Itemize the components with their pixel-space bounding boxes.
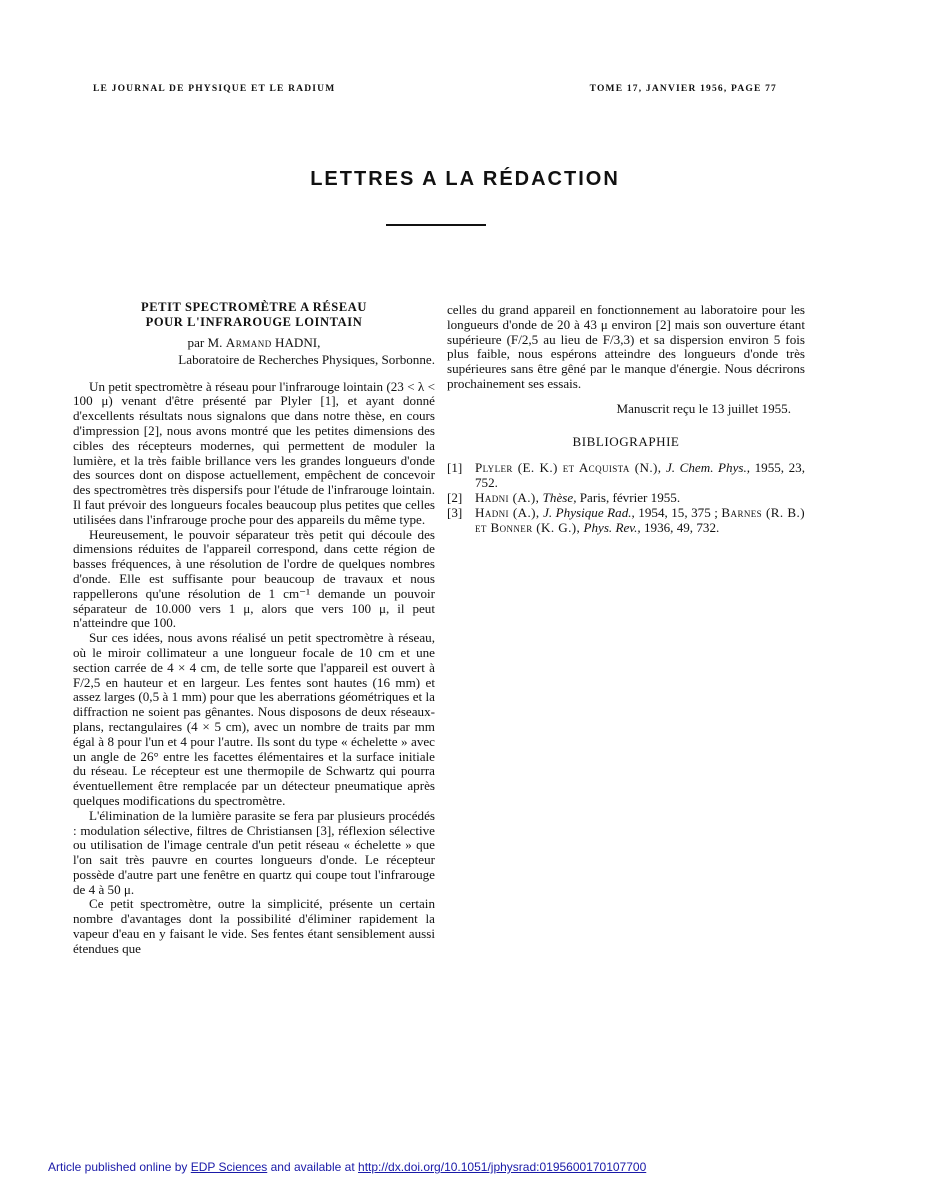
reference-details: Paris, février 1955. (579, 489, 681, 505)
body-paragraph-4: L'élimination de la lumière parasite se fera par plusieurs procédés : modulation sélective, filtres de Christiansen [3], réflexion sélective ou utilisation de l'image centrale d'un petit réseau « échelette » que l'on sait très pauvre en courtes longueurs d'onde. Le récepteur possède d'autre part une fenêtre en quartz qui coupe tout l'infrarouge de 4 à 50 μ. (73, 807, 435, 897)
left-column (73, 300, 435, 957)
reference-journal: J. Chem. Phys., (666, 460, 751, 476)
reference-number: [2] (447, 489, 463, 505)
doi-link[interactable]: http://dx.doi.org/10.1051/jphysrad:0195600170107700 (358, 1160, 647, 1174)
reference-details-2: 1936, 49, 732. (643, 519, 720, 535)
byline (73, 336, 435, 351)
received-date: Manuscrit reçu le 13 juillet 1955. (616, 400, 791, 416)
reference-3 (447, 506, 805, 536)
reference-number: [3] (447, 504, 463, 520)
reference-details: 1955, 23, 752. (475, 460, 805, 491)
continuation-paragraph: celles du grand appareil en fonctionnement au laboratoire pour les longueurs d'onde de 20 à 43 μ environ [2] mais son ouverture étant supérieure (F/2,5 au lieu de F/3,3) et sa dispersion environ 5 fois plus faible, nous espérons atteindre des longueurs d'onde très supérieures sans être gêné par le manque d'énergie. Nous décrirons prochainement ses essais. (447, 302, 805, 391)
author-last-name: HADNI, (274, 335, 321, 350)
by-prefix: par M. (187, 335, 223, 350)
body-paragraph-5: Ce petit spectromètre, outre la simplicité, présente un certain nombre d'avantages dont la possibilité d'éliminer rapidement la vapeur d'eau en y faisant le vide. Ses fentes étant sensiblement aussi étendues que (73, 896, 435, 956)
title-divider (386, 224, 486, 226)
issue-info: TOME 17, JANVIER 1956, PAGE 77 (589, 84, 777, 94)
reference-1 (447, 461, 805, 491)
footer-prefix: Article published online by (48, 1160, 188, 1174)
article-title-line-2: POUR L'INFRAROUGE LOINTAIN (145, 315, 363, 329)
reference-authors: Hadni (A.), (475, 504, 540, 520)
affiliation: Laboratoire de Recherches Physiques, Sorbonne. (178, 351, 435, 367)
reference-journal: J. Physique Rad., (543, 504, 635, 520)
reference-journal-2: Phys. Rev., (583, 519, 641, 535)
reference-2 (447, 491, 805, 506)
section-title: LETTRES A LA RÉDACTION (310, 168, 620, 190)
reference-number: [1] (447, 460, 463, 476)
body-paragraph-3: Sur ces idées, nous avons réalisé un petit spectromètre à réseau, où le miroir collimateur a une longueur focale de 10 cm et une section carrée de 4 × 4 cm, de telle sorte que l'appareil est ouvert à F/2,5 en hauteur et en largeur. Les fentes sont hautes (16 mm) et assez larges (0,5 à 1 mm) pour que les aberrations géométriques et la diffraction ne soient pas gênantes. Nous disposons de deux réseaux-plans, rectangulaires (4 × 5 cm), avec un nombre de traits par mm égal à 8 pour l'un et 4 pour l'autre. Ils sont du type « échelette » avec un angle de 26° entre les facettes élémentaires et la surface initiale du réseau. Le récepteur est une thermopile de Schwartz qui pourra éventuellement être remplacée par un détecteur pneumatique après quelques modifications du spectromètre. (73, 630, 435, 808)
body-paragraph-1: Un petit spectromètre à réseau pour l'infrarouge lointain (23 < λ < 100 μ) venant d'être présenté par Plyler [1], et ayant donné d'excellents résultats nous signalons que dans notre thèse, en cours d'impression [2], nous avons montré que les petites dimensions des cibles des récepteurs modernes, qui permettent de moduler la lumière, et la très faible brillance vers les grandes longueurs d'onde des sources dont on dispose actuellement, empêchent de concevoir des spectromètres très dispersifs pour l'étude de l'infrarouge lointain. Il faut prévoir des longueurs focales beaucoup plus petites que celles utilisées dans l'infrarouge proche pour des appareils du même type. (73, 378, 435, 527)
reference-journal: Thèse, (542, 489, 577, 505)
reference-details: 1954, 15, 375 ; (638, 504, 718, 520)
journal-name: LE JOURNAL DE PHYSIQUE ET LE RADIUM (93, 84, 336, 94)
reference-authors-2: Barnes (R. B.) et Bonner (K. G.), (475, 504, 805, 535)
body-paragraph-2: Heureusement, le pouvoir séparateur très petit qui découle des dimensions réduites de l'appareil correspond, dans cette région de basses fréquences, à une résolution de l'ordre de quelques nombres d'onde. Elle est suffisante pour beaucoup de travaux et nous rappellerons qu'une résolution de 1 cm⁻¹ demande un pouvoir séparateur de 10.000 vers 1 μ, alors que vers 100 μ, il peut n'atteindre que 100. (73, 526, 435, 631)
right-column (447, 303, 805, 535)
footer-middle: and available at (270, 1160, 355, 1174)
publisher-link[interactable]: EDP Sciences (190, 1160, 268, 1174)
article-title-line-1: PETIT SPECTROMÈTRE A RÉSEAU (140, 300, 368, 314)
reference-authors: Plyler (E. K.) et Acquista (N.), (475, 460, 662, 476)
bibliography-heading: BIBLIOGRAPHIE (572, 433, 680, 449)
author-first-name: Armand (225, 335, 272, 350)
publication-footer (48, 1160, 888, 1174)
reference-authors: Hadni (A.), (475, 489, 540, 505)
article-title (73, 300, 435, 330)
